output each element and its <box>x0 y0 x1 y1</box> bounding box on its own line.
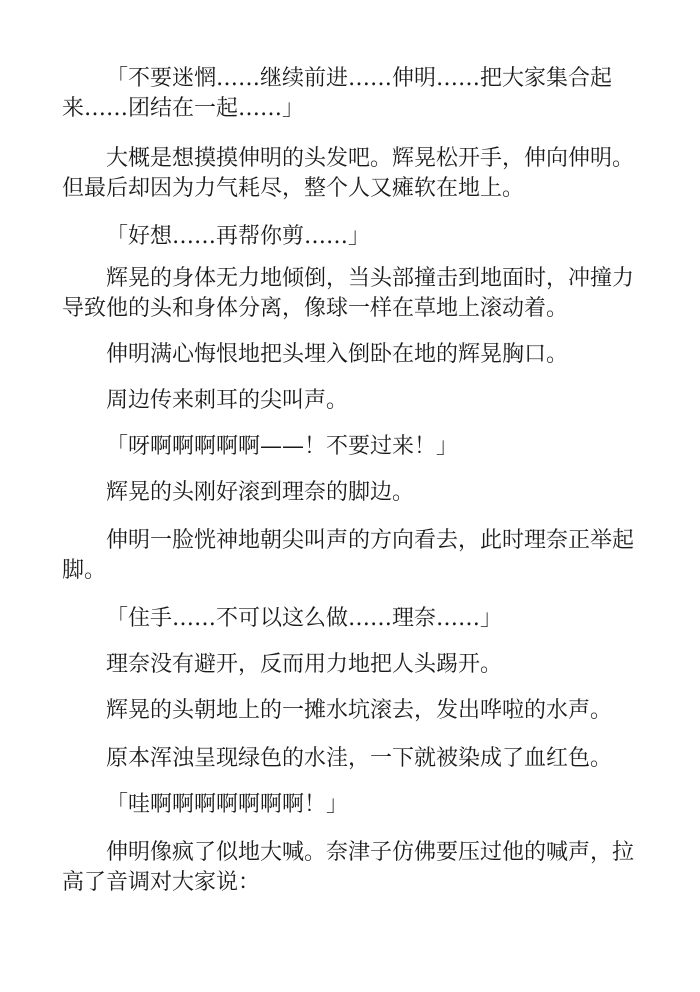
paragraph-10: 「住手……不可以这么做……理奈……」 <box>106 606 503 631</box>
paragraph-2: 大概是想摸摸伸明的头发吧。辉晃松开手，伸向伸明。但最后却因为力气耗尽，整个人又瘫软在地上。 <box>62 146 635 201</box>
paragraph-5: 伸明满心悔恨地把头埋入倒卧在地的辉晃胸口。 <box>106 342 569 367</box>
paragraph-8: 辉晃的头刚好滚到理奈的脚边。 <box>106 480 415 505</box>
paragraph-12: 辉晃的头朝地上的一摊水坑滚去，发出哗啦的水声。 <box>106 698 613 723</box>
paragraph-11: 理奈没有避开，反而用力地把人头踢开。 <box>106 652 503 677</box>
paragraph-15: 伸明像疯了似地大喊。奈津子仿佛要压过他的喊声，拉高了音调对大家说： <box>62 840 635 895</box>
paragraph-4: 辉晃的身体无力地倾倒，当头部撞击到地面时，冲撞力导致他的头和身体分离，像球一样在草地上滚动着。 <box>62 266 635 321</box>
paragraph-1: 「不要迷惘……继续前进……伸明……把大家集合起来……团结在一起……」 <box>62 66 613 121</box>
paragraph-13: 原本浑浊呈现绿色的水洼，一下就被染成了血红色。 <box>106 746 613 771</box>
paragraph-7: 「呀啊啊啊啊啊——！不要过来！」 <box>106 434 459 459</box>
paragraph-14: 「哇啊啊啊啊啊啊啊！」 <box>106 792 349 817</box>
paragraph-6: 周边传来刺耳的尖叫声。 <box>106 388 349 413</box>
paragraph-3: 「好想……再帮你剪……」 <box>106 224 371 249</box>
paragraph-9: 伸明一脸恍神地朝尖叫声的方向看去，此时理奈正举起脚。 <box>62 528 635 583</box>
